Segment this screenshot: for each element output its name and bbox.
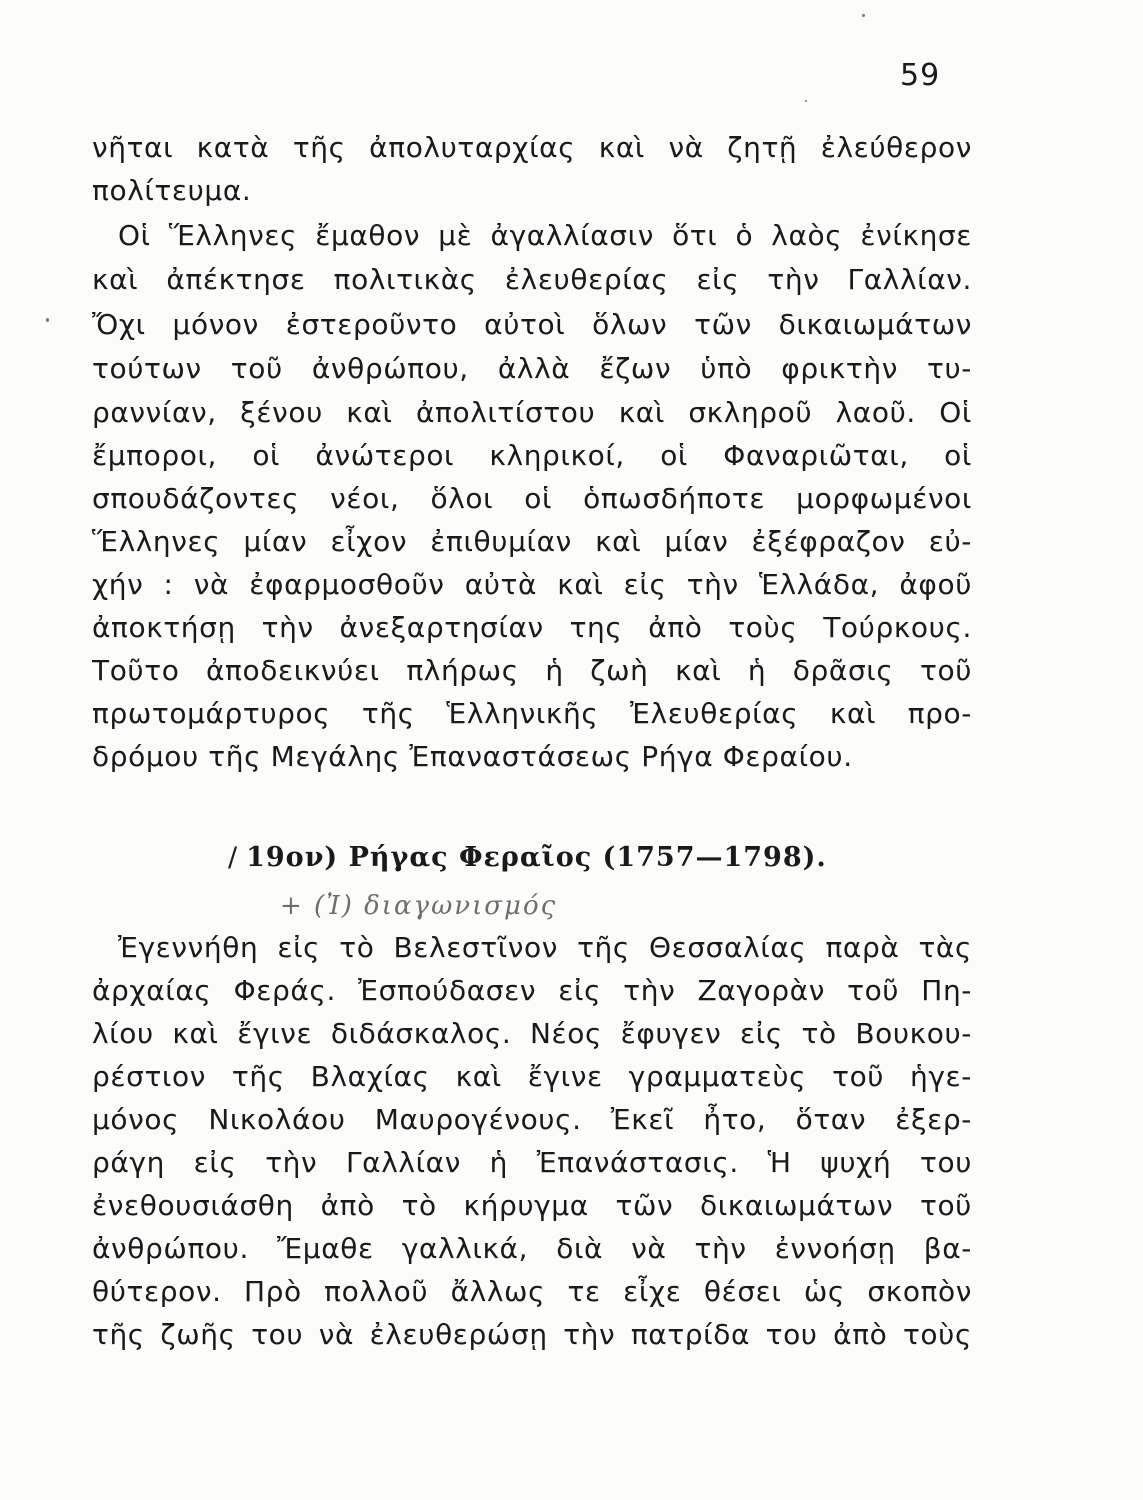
- text-line: ἐνεθουσιάσθη ἀπὸ τὸ κήρυγμα τῶν δικαιωμάτων τοῦ: [92, 1189, 972, 1222]
- text-line: σπουδάζοντες νέοι, ὅλοι οἱ ὁπωσδήποτε μορφωμένοι: [92, 482, 972, 515]
- handwritten-note-text: + (Ἰ) διαγωνισμός: [280, 891, 558, 921]
- section-heading: [228, 838, 827, 878]
- scan-speck: [46, 318, 49, 322]
- section-heading-text: 19ον) Ρήγας Φεραῖος (1757—1798).: [246, 842, 827, 873]
- text-line: λίου καὶ ἔγινε διδάσκαλος. Νέος ἔφυγεν εἰς τὸ Βουκου-: [92, 1017, 972, 1050]
- text-line: χήν : νὰ ἐφαρμοσθοῦν αὐτὰ καὶ εἰς τὴν Ἑλλάδα, ἀφοῦ: [92, 568, 972, 601]
- text-line: Τοῦτο ἀποδεικνύει πλήρως ἡ ζωὴ καὶ ἡ δρᾶσις τοῦ: [92, 654, 972, 687]
- text-line: μόνος Νικολάου Μαυρογένους. Ἐκεῖ ἦτο, ὅταν ἐξερ-: [92, 1103, 972, 1136]
- scan-speck: [805, 100, 807, 102]
- text-line: ρέστιον τῆς Βλαχίας καὶ ἔγινε γραμματεὺς τοῦ ἡγε-: [92, 1060, 972, 1093]
- text-line: πολίτευμα.: [92, 174, 252, 207]
- text-line: Οἱ Ἕλληνες ἔμαθον μὲ ἀγαλλίασιν ὅτι ὁ λαὸς ἐνίκησε: [118, 219, 972, 252]
- text-line: ἀποκτήσῃ τὴν ἀνεξαρτησίαν της ἀπὸ τοὺς Τούρκους.: [92, 611, 972, 644]
- text-line: Ἕλληνες μίαν εἶχον ἐπιθυμίαν καὶ μίαν ἐξέφραζον εὐ-: [92, 525, 972, 558]
- handwritten-annotation: [280, 876, 740, 936]
- text-line: τούτων τοῦ ἀνθρώπου, ἀλλὰ ἔζων ὑπὸ φρικτὴν τυ-: [92, 352, 972, 385]
- text-line: καὶ ἀπέκτησε πολιτικὰς ἐλευθερίας εἰς τὴν Γαλλίαν.: [92, 263, 972, 296]
- text-line: ἀνθρώπου. Ἔμαθε γαλλικά, διὰ νὰ τὴν ἐννοήσῃ βα-: [92, 1232, 972, 1265]
- text-line: Ὄχι μόνον ἐστεροῦντο αὐτοὶ ὅλων τῶν δικαιωμάτων: [92, 308, 972, 341]
- text-line: ραννίαν, ξένου καὶ ἀπολιτίστου καὶ σκληροῦ λαοῦ. Οἱ: [92, 396, 972, 429]
- text-line: Ἐγεννήθη εἰς τὸ Βελεστῖνον τῆς Θεσσαλίας παρὰ τὰς: [118, 931, 972, 964]
- margin-mark: /: [228, 842, 239, 873]
- text-line: νῆται κατὰ τῆς ἀπολυταρχίας καὶ νὰ ζητῇ ἐλεύθερον: [92, 131, 972, 164]
- page-number: 59: [900, 58, 941, 93]
- text-line: πρωτομάρτυρος τῆς Ἑλληνικῆς Ἐλευθερίας καὶ προ-: [92, 697, 972, 730]
- text-line: τῆς ζωῆς του νὰ ἐλευθερώσῃ τὴν πατρίδα του ἀπὸ τοὺς: [92, 1318, 972, 1351]
- text-line: θύτερον. Πρὸ πολλοῦ ἄλλως τε εἶχε θέσει ὡς σκοπὸν: [92, 1275, 972, 1308]
- text-line: ράγη εἰς τὴν Γαλλίαν ἡ Ἐπανάστασις. Ἡ ψυχή του: [92, 1146, 972, 1179]
- text-line: ἔμποροι, οἱ ἀνώτεροι κληρικοί, οἱ Φαναριῶται, οἱ: [92, 439, 972, 472]
- text-line: δρόμου τῆς Μεγάλης Ἐπαναστάσεως Ρήγα Φεραίου.: [92, 740, 853, 773]
- text-line: ἀρχαίας Φεράς. Ἐσπούδασεν εἰς τὴν Ζαγορὰν τοῦ Πη-: [92, 974, 972, 1007]
- scan-speck: [862, 14, 865, 17]
